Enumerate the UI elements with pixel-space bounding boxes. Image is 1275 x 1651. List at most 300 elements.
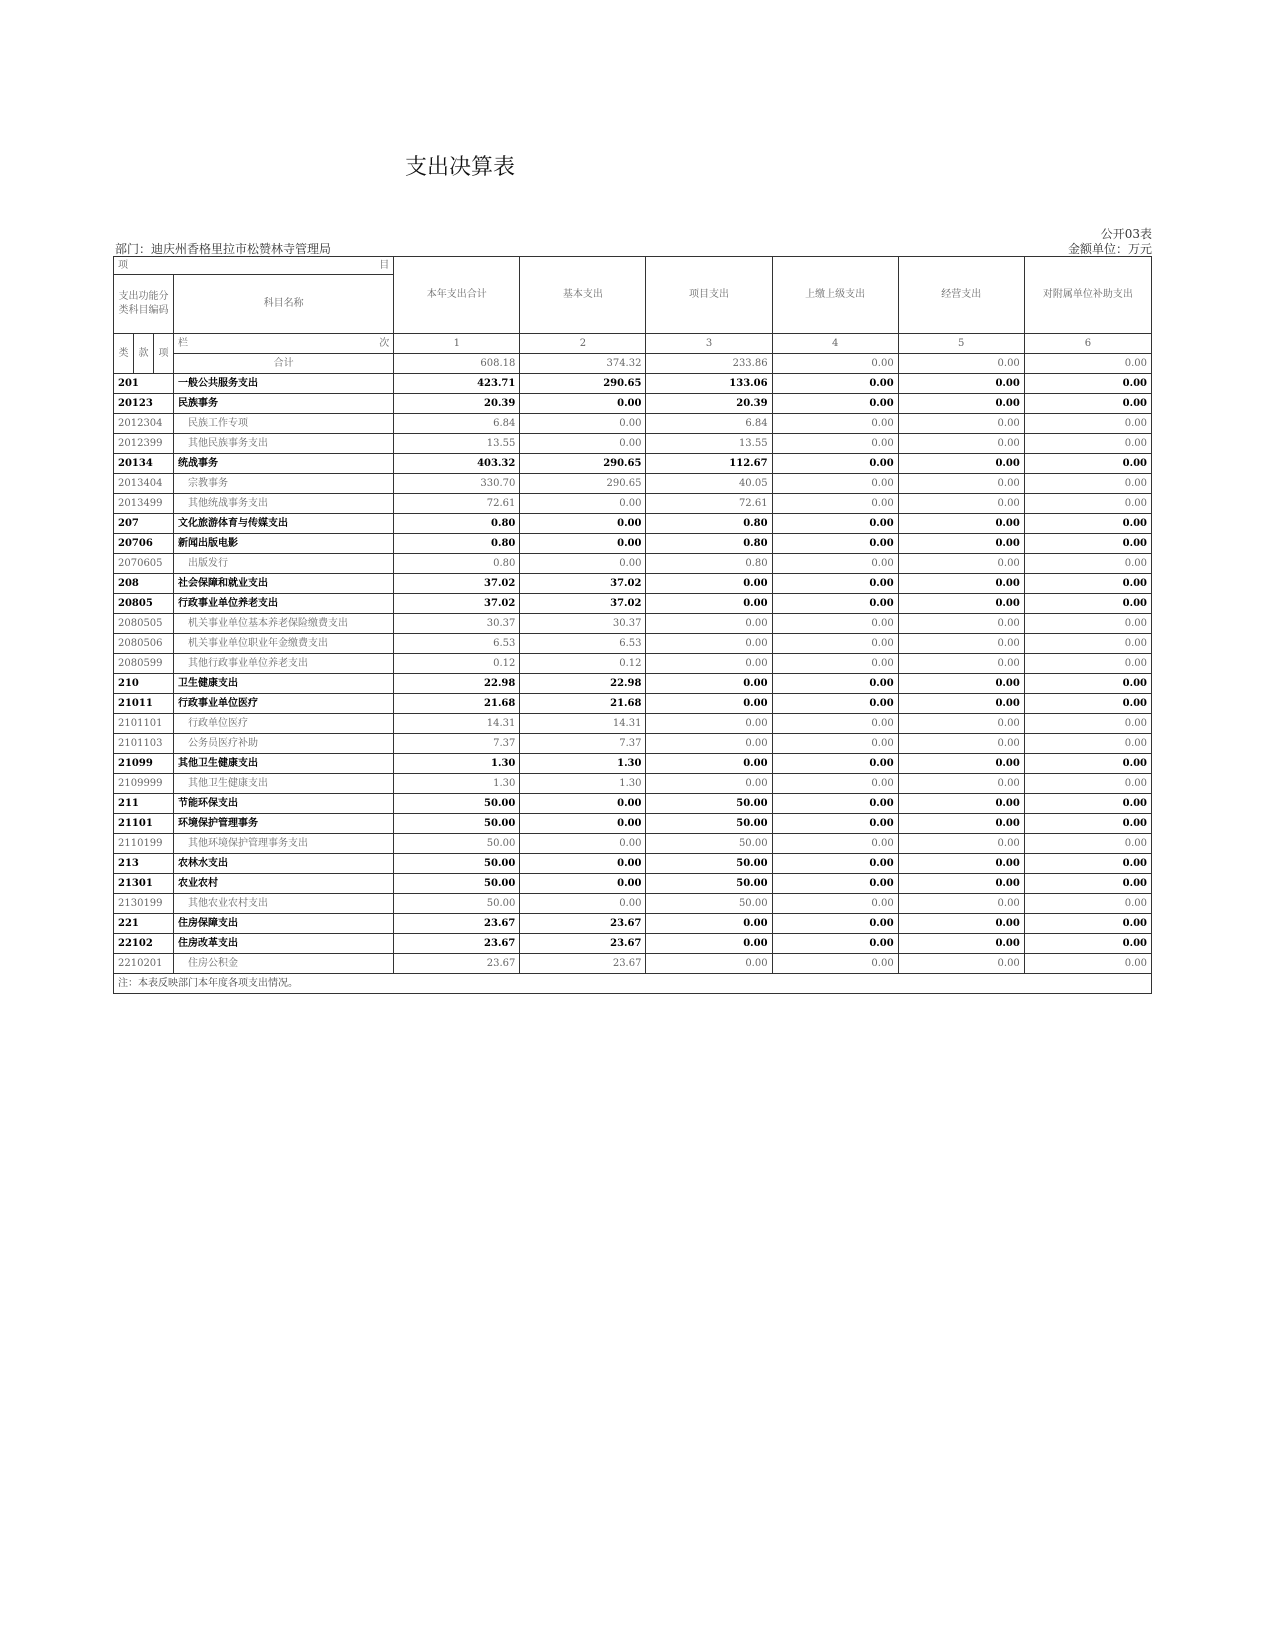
row-value: 0.00 [772, 914, 898, 934]
row-value: 6.84 [394, 414, 520, 434]
row-value: 0.00 [1024, 534, 1151, 554]
row-code: 221 [114, 914, 174, 934]
row-code: 2101101 [114, 714, 174, 734]
row-value: 0.00 [1024, 394, 1151, 414]
table-row [114, 694, 1152, 714]
row-value: 7.37 [520, 734, 646, 754]
row-code: 2110199 [114, 834, 174, 854]
row-value: 0.00 [898, 934, 1024, 954]
row-value: 0.00 [898, 834, 1024, 854]
ci-label: 次 [379, 338, 390, 349]
row-value: 50.00 [394, 794, 520, 814]
table-row [114, 894, 1152, 914]
row-name: 卫生健康支出 [174, 674, 394, 694]
row-value: 20.39 [394, 394, 520, 414]
row-name: 环境保护管理事务 [174, 814, 394, 834]
table-row [114, 454, 1152, 474]
row-code: 21301 [114, 874, 174, 894]
row-code: 20123 [114, 394, 174, 414]
row-value: 0.00 [772, 794, 898, 814]
row-name: 出版发行 [174, 554, 394, 574]
row-name: 社会保障和就业支出 [174, 574, 394, 594]
total-row [114, 354, 1152, 374]
total-value: 233.86 [646, 354, 772, 374]
row-value: 50.00 [646, 854, 772, 874]
table-row [114, 714, 1152, 734]
header-xiang: 项 [118, 260, 128, 271]
table-row [114, 434, 1152, 454]
row-value: 0.00 [898, 374, 1024, 394]
row-value: 0.00 [898, 554, 1024, 574]
table-row [114, 654, 1152, 674]
row-code: 21011 [114, 694, 174, 714]
row-value: 0.00 [1024, 414, 1151, 434]
row-value: 0.00 [898, 634, 1024, 654]
table-row [114, 594, 1152, 614]
column-number: 4 [772, 334, 898, 354]
header-row-3 [114, 334, 1152, 354]
row-value: 0.00 [1024, 634, 1151, 654]
row-value: 14.31 [394, 714, 520, 734]
row-value: 40.05 [646, 474, 772, 494]
row-name: 其他环境保护管理事务支出 [174, 834, 394, 854]
row-value: 0.00 [1024, 674, 1151, 694]
row-value: 0.00 [1024, 474, 1151, 494]
row-value: 0.00 [520, 494, 646, 514]
total-label: 合计 [174, 354, 394, 374]
row-value: 0.00 [1024, 894, 1151, 914]
row-code: 21101 [114, 814, 174, 834]
unit-label: 金额单位：万元 [1067, 242, 1152, 256]
table-row [114, 374, 1152, 394]
row-value: 290.65 [520, 454, 646, 474]
row-value: 0.00 [898, 954, 1024, 974]
row-value: 0.12 [520, 654, 646, 674]
row-value: 0.00 [520, 814, 646, 834]
row-name: 其他农业农村支出 [174, 894, 394, 914]
row-name: 农业农村 [174, 874, 394, 894]
row-code: 213 [114, 854, 174, 874]
row-value: 0.00 [772, 454, 898, 474]
row-value: 0.00 [646, 654, 772, 674]
row-value: 0.00 [898, 914, 1024, 934]
row-value: 7.37 [394, 734, 520, 754]
table-row [114, 414, 1152, 434]
row-value: 0.00 [772, 874, 898, 894]
row-value: 50.00 [646, 834, 772, 854]
row-value: 0.00 [646, 574, 772, 594]
table-row [114, 954, 1152, 974]
row-value: 0.00 [646, 674, 772, 694]
row-value: 0.80 [394, 534, 520, 554]
header-row-1 [114, 257, 1152, 275]
row-value: 0.00 [898, 454, 1024, 474]
row-value: 20.39 [646, 394, 772, 414]
row-code: 201 [114, 374, 174, 394]
row-value: 30.37 [394, 614, 520, 634]
row-name: 公务员医疗补助 [174, 734, 394, 754]
row-value: 0.00 [772, 654, 898, 674]
row-code: 20706 [114, 534, 174, 554]
row-code: 208 [114, 574, 174, 594]
row-value: 21.68 [394, 694, 520, 714]
row-value: 50.00 [394, 814, 520, 834]
row-code: 2080599 [114, 654, 174, 674]
row-value: 330.70 [394, 474, 520, 494]
row-value: 0.00 [1024, 514, 1151, 534]
row-value: 0.00 [898, 734, 1024, 754]
column-header: 上缴上级支出 [772, 257, 898, 334]
table-row [114, 834, 1152, 854]
row-value: 0.00 [772, 694, 898, 714]
row-value: 0.80 [394, 514, 520, 534]
table-row [114, 854, 1152, 874]
row-value: 0.00 [646, 614, 772, 634]
row-value: 0.12 [394, 654, 520, 674]
row-value: 0.00 [1024, 734, 1151, 754]
row-code: 210 [114, 674, 174, 694]
row-value: 0.00 [520, 874, 646, 894]
row-value: 0.00 [772, 514, 898, 534]
row-value: 0.00 [646, 914, 772, 934]
row-value: 0.00 [1024, 834, 1151, 854]
row-code: 2101103 [114, 734, 174, 754]
row-value: 0.00 [772, 674, 898, 694]
row-value: 0.00 [520, 534, 646, 554]
kuan-label: 款 [134, 334, 154, 374]
column-header: 项目支出 [646, 257, 772, 334]
row-value: 0.00 [772, 934, 898, 954]
table-row [114, 494, 1152, 514]
row-value: 0.00 [646, 594, 772, 614]
row-value: 0.00 [520, 794, 646, 814]
column-number: 2 [520, 334, 646, 354]
row-code: 2080506 [114, 634, 174, 654]
row-value: 0.00 [520, 434, 646, 454]
row-value: 0.00 [772, 734, 898, 754]
column-header: 基本支出 [520, 257, 646, 334]
row-value: 0.00 [898, 814, 1024, 834]
row-name: 其他卫生健康支出 [174, 754, 394, 774]
row-value: 0.00 [898, 774, 1024, 794]
row-name: 行政事业单位养老支出 [174, 594, 394, 614]
table-row [114, 734, 1152, 754]
row-name: 文化旅游体育与传媒支出 [174, 514, 394, 534]
total-value: 0.00 [1024, 354, 1151, 374]
total-value: 374.32 [520, 354, 646, 374]
row-value: 6.53 [394, 634, 520, 654]
table-row [114, 574, 1152, 594]
column-header: 经营支出 [898, 257, 1024, 334]
header-xiang-mu-cell [114, 257, 394, 275]
department-label: 部门：迪庆州香格里拉市松赞林寺管理局 [115, 242, 332, 256]
row-value: 0.00 [520, 514, 646, 534]
table-row [114, 614, 1152, 634]
row-value: 0.00 [772, 574, 898, 594]
row-value: 22.98 [394, 674, 520, 694]
row-name: 住房公积金 [174, 954, 394, 974]
table-row [114, 534, 1152, 554]
row-code: 2012304 [114, 414, 174, 434]
row-value: 0.00 [772, 554, 898, 574]
column-number: 3 [646, 334, 772, 354]
row-value: 0.00 [772, 534, 898, 554]
row-value: 0.00 [898, 874, 1024, 894]
row-value: 423.71 [394, 374, 520, 394]
row-code: 22102 [114, 934, 174, 954]
row-value: 0.00 [898, 794, 1024, 814]
row-value: 0.00 [898, 694, 1024, 714]
column-header: 本年支出合计 [394, 257, 520, 334]
total-value: 0.00 [772, 354, 898, 374]
row-value: 0.00 [772, 594, 898, 614]
row-value: 0.00 [646, 774, 772, 794]
row-value: 0.00 [772, 434, 898, 454]
header-mu: 目 [379, 260, 390, 271]
row-value: 0.00 [520, 894, 646, 914]
table-row [114, 794, 1152, 814]
row-value: 403.32 [394, 454, 520, 474]
row-value: 0.00 [1024, 554, 1151, 574]
row-value: 14.31 [520, 714, 646, 734]
row-value: 0.00 [1024, 694, 1151, 714]
row-value: 23.67 [394, 954, 520, 974]
name-label: 科目名称 [174, 275, 394, 334]
row-value: 0.00 [772, 394, 898, 414]
table-row [114, 914, 1152, 934]
row-value: 23.67 [394, 914, 520, 934]
row-code: 2210201 [114, 954, 174, 974]
row-value: 0.00 [898, 894, 1024, 914]
row-value: 0.00 [898, 754, 1024, 774]
code-label: 支出功能分类科目编码 [114, 275, 174, 334]
row-value: 23.67 [520, 954, 646, 974]
row-value: 0.00 [1024, 954, 1151, 974]
row-value: 0.00 [1024, 374, 1151, 394]
table-row [114, 674, 1152, 694]
row-value: 21.68 [520, 694, 646, 714]
row-value: 0.00 [898, 574, 1024, 594]
row-code: 211 [114, 794, 174, 814]
row-value: 0.00 [646, 734, 772, 754]
row-name: 机关事业单位基本养老保险缴费支出 [174, 614, 394, 634]
row-value: 13.55 [394, 434, 520, 454]
row-value: 133.06 [646, 374, 772, 394]
row-name: 其他卫生健康支出 [174, 774, 394, 794]
row-value: 50.00 [394, 874, 520, 894]
total-value: 0.00 [898, 354, 1024, 374]
row-name: 民族事务 [174, 394, 394, 414]
row-value: 0.80 [646, 534, 772, 554]
row-value: 0.00 [898, 654, 1024, 674]
row-value: 0.00 [646, 934, 772, 954]
row-value: 0.00 [520, 554, 646, 574]
form-code: 公开03表 [1100, 227, 1152, 241]
table-row [114, 814, 1152, 834]
row-value: 50.00 [394, 834, 520, 854]
row-value: 0.00 [1024, 594, 1151, 614]
row-value: 0.00 [772, 894, 898, 914]
row-name: 其他民族事务支出 [174, 434, 394, 454]
row-name: 民族工作专项 [174, 414, 394, 434]
row-value: 0.00 [772, 414, 898, 434]
row-value: 0.00 [1024, 794, 1151, 814]
row-value: 0.00 [898, 494, 1024, 514]
row-value: 22.98 [520, 674, 646, 694]
row-name: 新闻出版电影 [174, 534, 394, 554]
table-row [114, 874, 1152, 894]
row-name: 行政事业单位医疗 [174, 694, 394, 714]
row-name: 统战事务 [174, 454, 394, 474]
row-code: 2013499 [114, 494, 174, 514]
row-value: 0.00 [898, 414, 1024, 434]
table-row [114, 554, 1152, 574]
row-name: 行政单位医疗 [174, 714, 394, 734]
table-row [114, 774, 1152, 794]
row-value: 0.00 [772, 854, 898, 874]
row-value: 23.67 [394, 934, 520, 954]
lei-label: 类 [114, 334, 134, 374]
row-value: 0.00 [898, 394, 1024, 414]
row-value: 0.00 [1024, 854, 1151, 874]
row-value: 0.00 [772, 834, 898, 854]
row-value: 23.67 [520, 914, 646, 934]
row-value: 0.00 [1024, 934, 1151, 954]
row-name: 住房改革支出 [174, 934, 394, 954]
row-value: 37.02 [520, 594, 646, 614]
row-value: 0.00 [520, 414, 646, 434]
column-number: 5 [898, 334, 1024, 354]
row-value: 0.00 [772, 754, 898, 774]
row-value: 0.00 [1024, 434, 1151, 454]
row-code: 2130199 [114, 894, 174, 914]
row-value: 6.84 [646, 414, 772, 434]
table-row [114, 474, 1152, 494]
row-value: 37.02 [394, 594, 520, 614]
row-value: 0.00 [1024, 814, 1151, 834]
table-row [114, 754, 1152, 774]
row-value: 0.00 [898, 534, 1024, 554]
row-value: 0.00 [1024, 914, 1151, 934]
row-value: 0.00 [1024, 754, 1151, 774]
row-name: 节能环保支出 [174, 794, 394, 814]
row-value: 72.61 [394, 494, 520, 514]
row-value: 37.02 [394, 574, 520, 594]
table-row [114, 934, 1152, 954]
row-value: 290.65 [520, 374, 646, 394]
row-value: 72.61 [646, 494, 772, 514]
expenditure-table [113, 256, 1152, 994]
row-name: 宗教事务 [174, 474, 394, 494]
row-value: 37.02 [520, 574, 646, 594]
row-value: 13.55 [646, 434, 772, 454]
table-note: 注：本表反映部门本年度各项支出情况。 [114, 974, 1152, 994]
xiang-label: 项 [154, 334, 174, 374]
row-name: 其他统战事务支出 [174, 494, 394, 514]
row-value: 0.00 [772, 954, 898, 974]
row-value: 1.30 [394, 754, 520, 774]
total-value: 608.18 [394, 354, 520, 374]
row-value: 0.00 [898, 614, 1024, 634]
row-value: 1.30 [520, 754, 646, 774]
row-value: 50.00 [646, 894, 772, 914]
column-number: 1 [394, 334, 520, 354]
row-value: 6.53 [520, 634, 646, 654]
row-code: 2080505 [114, 614, 174, 634]
row-value: 0.00 [1024, 614, 1151, 634]
row-value: 50.00 [646, 794, 772, 814]
row-value: 0.00 [1024, 714, 1151, 734]
table-row [114, 394, 1152, 414]
table-row [114, 634, 1152, 654]
row-value: 0.00 [1024, 774, 1151, 794]
row-value: 50.00 [646, 874, 772, 894]
row-code: 20134 [114, 454, 174, 474]
row-value: 1.30 [520, 774, 646, 794]
row-code: 20805 [114, 594, 174, 614]
row-value: 0.00 [520, 854, 646, 874]
row-value: 0.00 [772, 374, 898, 394]
row-value: 0.00 [772, 614, 898, 634]
row-code: 2070605 [114, 554, 174, 574]
row-value: 0.00 [646, 634, 772, 654]
row-value: 1.30 [394, 774, 520, 794]
row-value: 0.00 [898, 434, 1024, 454]
note-row [114, 974, 1152, 994]
row-code: 2013404 [114, 474, 174, 494]
row-value: 0.00 [646, 714, 772, 734]
row-value: 290.65 [520, 474, 646, 494]
row-name: 住房保障支出 [174, 914, 394, 934]
row-value: 30.37 [520, 614, 646, 634]
row-code: 207 [114, 514, 174, 534]
row-value: 0.00 [520, 394, 646, 414]
row-value: 23.67 [520, 934, 646, 954]
row-value: 0.00 [898, 714, 1024, 734]
row-value: 0.00 [646, 954, 772, 974]
row-value: 0.00 [1024, 574, 1151, 594]
row-value: 0.00 [1024, 454, 1151, 474]
row-value: 0.00 [898, 514, 1024, 534]
row-value: 0.00 [1024, 874, 1151, 894]
row-value: 0.00 [898, 674, 1024, 694]
row-value: 0.00 [898, 854, 1024, 874]
row-value: 0.00 [646, 754, 772, 774]
row-value: 0.80 [646, 554, 772, 574]
row-code: 2109999 [114, 774, 174, 794]
row-value: 0.00 [646, 694, 772, 714]
row-value: 50.00 [394, 854, 520, 874]
row-value: 112.67 [646, 454, 772, 474]
row-name: 机关事业单位职业年金缴费支出 [174, 634, 394, 654]
column-number: 6 [1024, 334, 1151, 354]
row-name: 一般公共服务支出 [174, 374, 394, 394]
row-value: 0.00 [1024, 654, 1151, 674]
row-value: 0.00 [772, 774, 898, 794]
row-value: 0.00 [898, 594, 1024, 614]
row-value: 0.80 [394, 554, 520, 574]
row-value: 0.00 [772, 474, 898, 494]
row-code: 21099 [114, 754, 174, 774]
row-name: 农林水支出 [174, 854, 394, 874]
row-value: 0.00 [772, 494, 898, 514]
row-name: 其他行政事业单位养老支出 [174, 654, 394, 674]
row-value: 0.00 [520, 834, 646, 854]
row-value: 0.00 [772, 634, 898, 654]
row-value: 0.00 [898, 474, 1024, 494]
row-value: 50.00 [394, 894, 520, 914]
row-value: 0.00 [1024, 494, 1151, 514]
